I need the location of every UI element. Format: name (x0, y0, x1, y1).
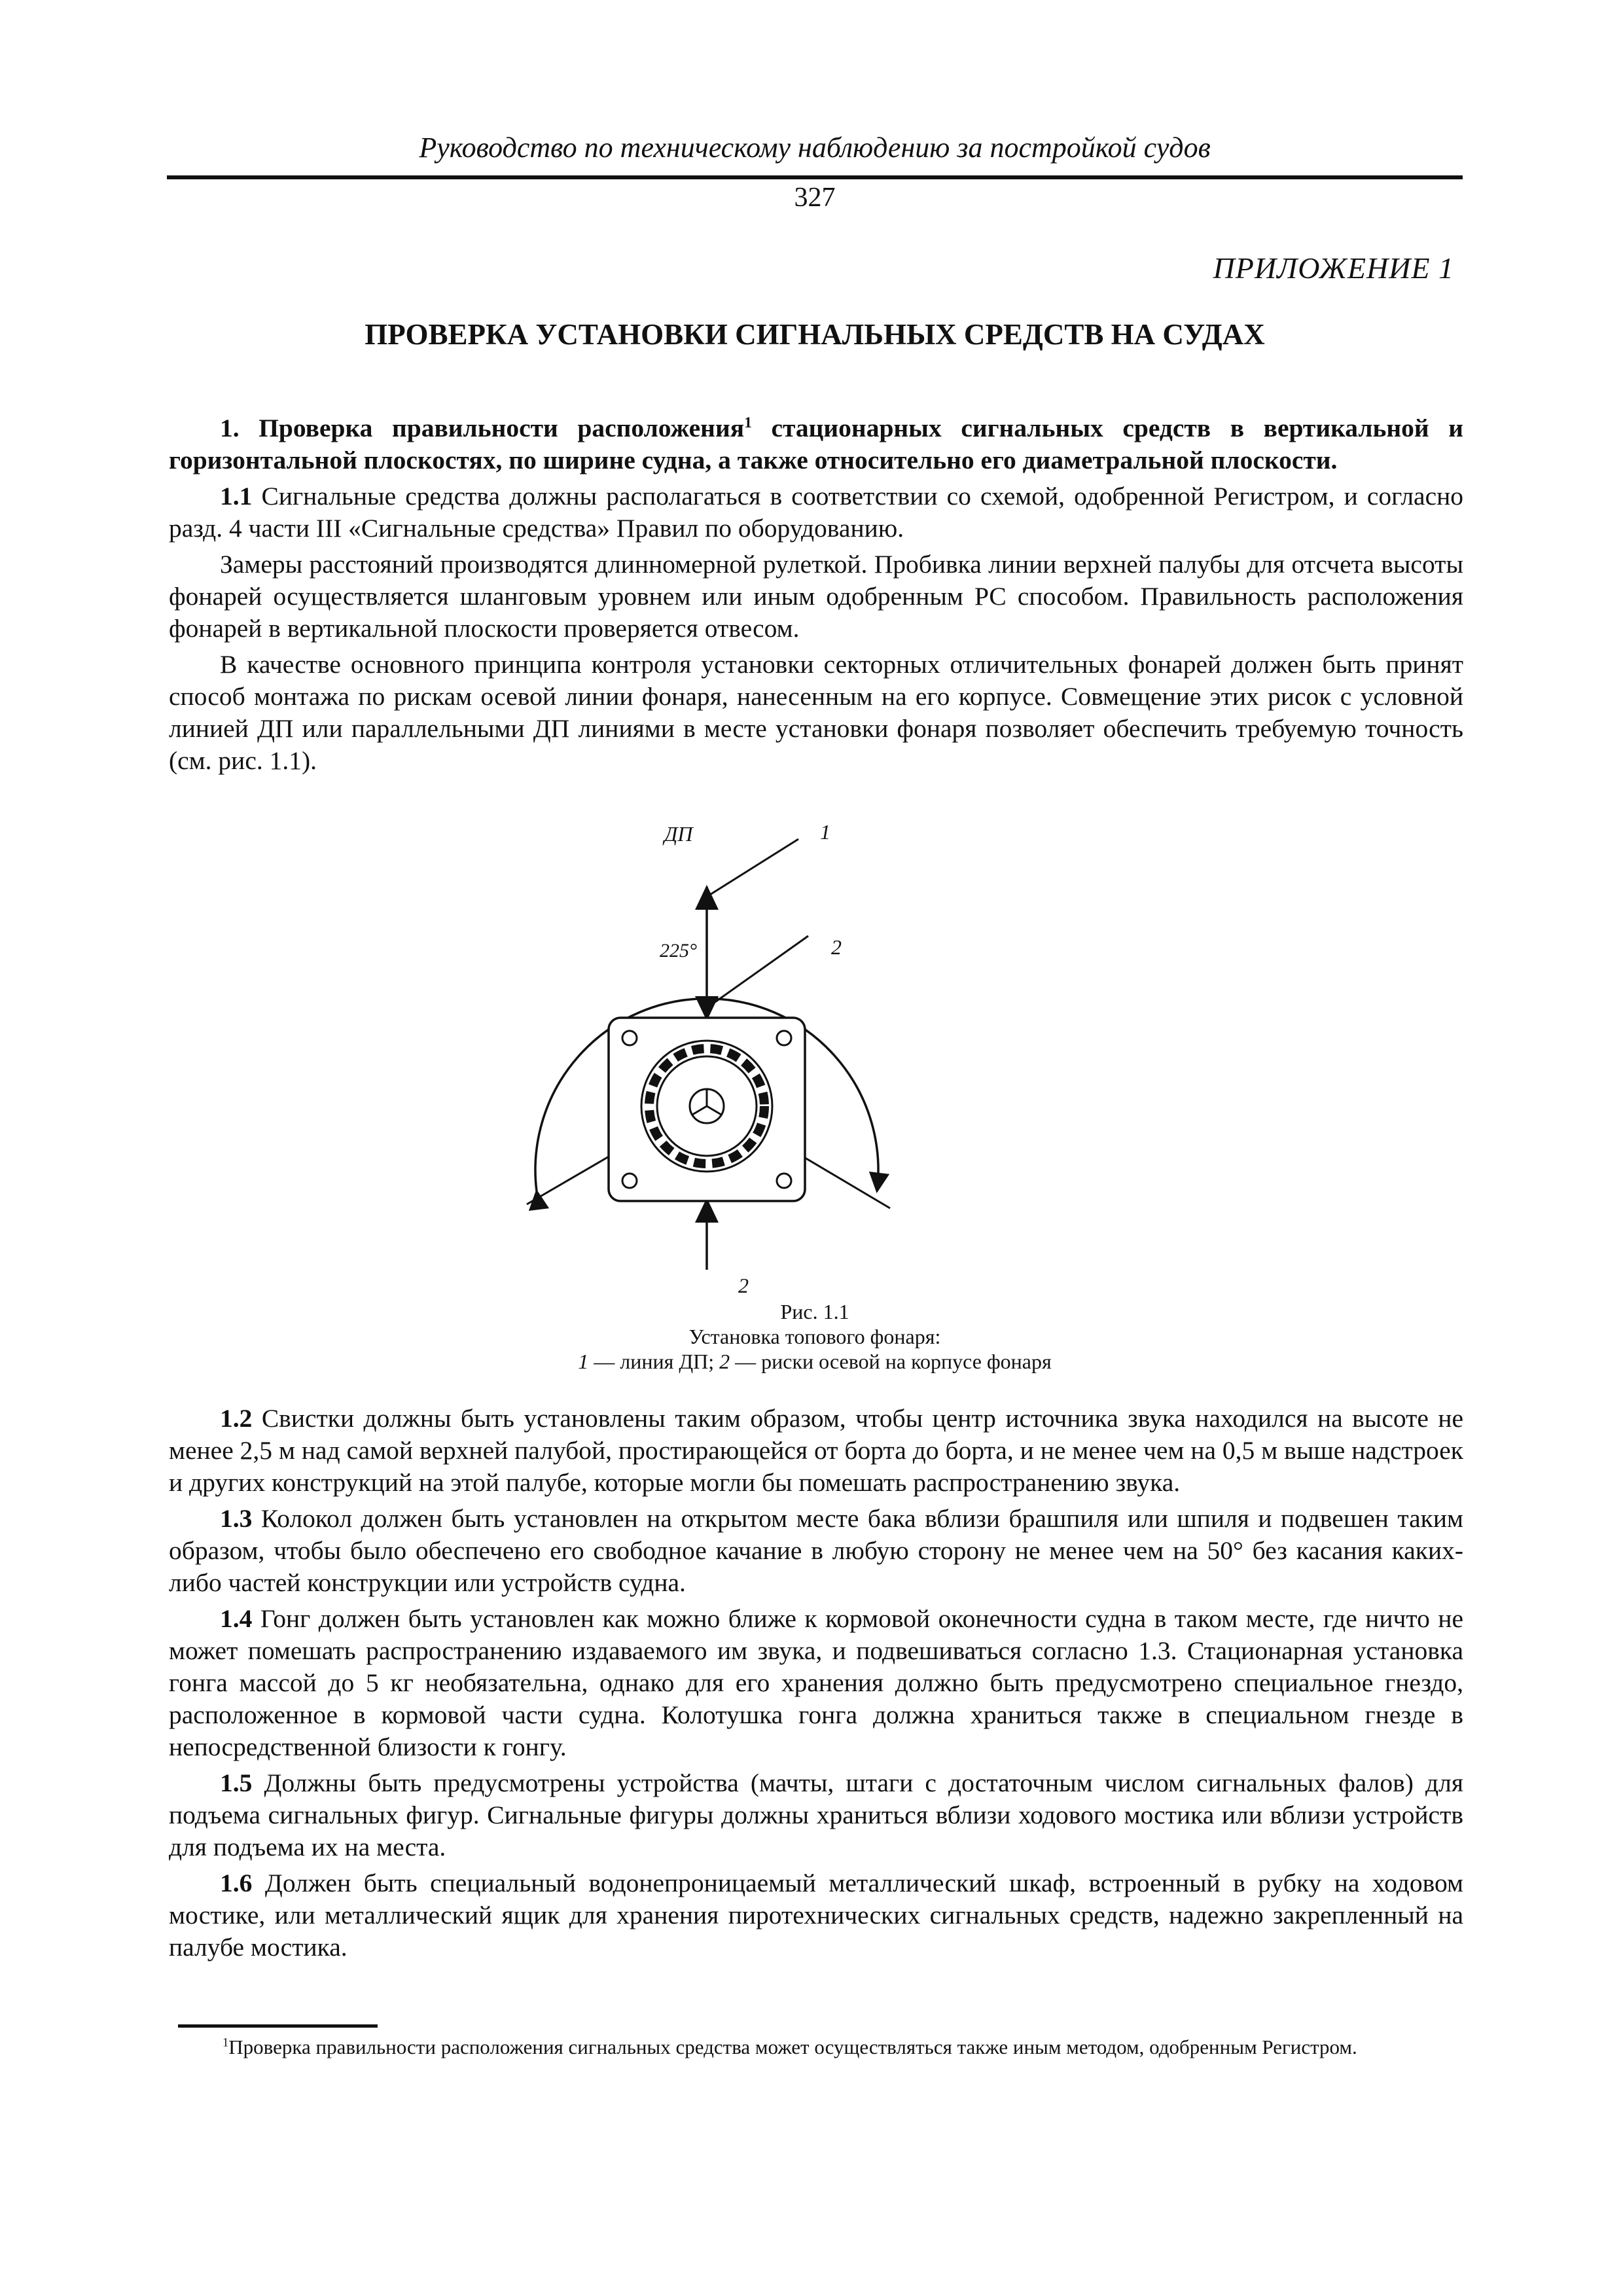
footnote: $^1$Проверка правильности расположения сигнальных средства может осуществляться также иным методом, одобренным Регистром. (223, 2036, 1357, 2058)
arrow-up-icon (695, 885, 719, 910)
header-divider (167, 175, 1463, 179)
label-2-bottom: 2 (738, 1274, 749, 1296)
bolt-hole-icon (622, 1174, 637, 1188)
caption-title: Рис. 1.1 (780, 1300, 849, 1323)
paragraph-1-2: 1.2 Свистки должны быть установлены таким образом, чтобы центр источника звука находился на высоте не менее 2,5 м над самой верхней палубой, простирающейся от борта до борта, и не менее чем на 0,5 м выше надстроек и других конструкций на этой палубе, которые могли бы помешать распространению звука. (169, 1404, 1463, 1497)
footnote-divider (178, 2024, 378, 2028)
appendix-label: ПРИЛОЖЕНИЕ 1 (1213, 251, 1454, 285)
bolt-hole-icon (777, 1031, 791, 1045)
paragraph-measurements: Замеры расстояний производятся длинномерной рулеткой. Пробивка линии верхней палубы для отсчета высоты фонарей осуществляется шланговым уровнем или иным одобренным РС способом. Правильность расположения фонарей в вертикальной плоскости проверяется отвесом. (169, 550, 1463, 643)
bolt-hole-icon (622, 1031, 637, 1045)
footnote-ref: 1 (744, 414, 752, 431)
label-dp: ДП (664, 822, 693, 846)
paragraph-1-4: 1.4 Гонг должен быть установлен как можно ближе к кормовой оконечности судна в таком месте, где ничто не может помешать распространению издаваемого им звука, и подвешиваться согласно 1.3. Стационарная установка гонга массой до 5 кг необязательна, однако для его хранения должно быть предусмотрено специальное гнездо, расположенное в кормовой части судна. Колотушка гонга должна храниться также в специальном гнезде в непосредственной близости к гонгу. (169, 1604, 1463, 1761)
paragraph-principle: В качестве основного принципа контроля установки секторных отличительных фонарей должен быть принят способ монтажа по рискам осевой линии фонаря, нанесенным на его корпусе. Совмещение этих рисок с условной линией ДП или параллельными ДП линиями в месте установки фонаря позволяет обеспечить требуемую точность (см. рис. 1.1). (169, 650, 1463, 775)
label-angle: 225° (660, 940, 697, 961)
paragraph-1-6: 1.6 Должен быть специальный водонепроницаемый металлический шкаф, встроенный в рубку на ходовом мостике, или металлический ящик для хранения пиротехнических сигнальных средств, надежно закрепленный на палубе мостика. (169, 1869, 1463, 1962)
paragraph-1-1: 1.1 Сигнальные средства должны располагаться в соответствии со схемой, одобренной Регистром, и согласно разд. 4 части III «Сигнальные средства» Правил по оборудованию. (169, 482, 1463, 543)
paragraph-1-5: 1.5 Должны быть предусмотрены устройства (мачты, штаги с достаточным числом сигнальных фалов) для подъема сигнальных фигур. Сигнальные фигуры должны храниться вблизи ходового мостика или вблизи устройств для подъема их на места. (169, 1768, 1463, 1861)
page-number: 327 (794, 183, 836, 213)
running-header: Руководство по техническому наблюдению за постройкой судов (419, 132, 1211, 164)
label-1: 1 (820, 820, 830, 844)
figure-caption (167, 1299, 1463, 1374)
label-2-top: 2 (831, 935, 842, 959)
figure-1-1 (497, 812, 969, 1296)
paragraph-1-3: 1.3 Колокол должен быть установлен на открытом месте бака вблизи брашпиля или шпиля и подвешен таким образом, чтобы было обеспечено его свободное качание в любую сторону не менее чем на 50° без касания каких-либо частей конструкции или устройств судна. (169, 1504, 1463, 1597)
caption-legend: 1 — линия ДП; 2 — риски осевой на корпусе фонаря (578, 1350, 1052, 1373)
section-1-text-continued (169, 1403, 1463, 1967)
caption-subtitle: Установка топового фонаря: (688, 1325, 941, 1348)
bolt-hole-icon (777, 1174, 791, 1188)
section-1-heading: 1. Проверка правильности расположения$^1$ стационарных сигнальных средств в вертикальной и горизонтальной плоскостях, по ширине судна, а также относительно его диаметральной плоскости. (169, 414, 1463, 475)
section-1-text (169, 412, 1463, 781)
page-title: ПРОВЕРКА УСТАНОВКИ СИГНАЛЬНЫХ СРЕДСТВ НА СУДАХ (365, 318, 1265, 351)
